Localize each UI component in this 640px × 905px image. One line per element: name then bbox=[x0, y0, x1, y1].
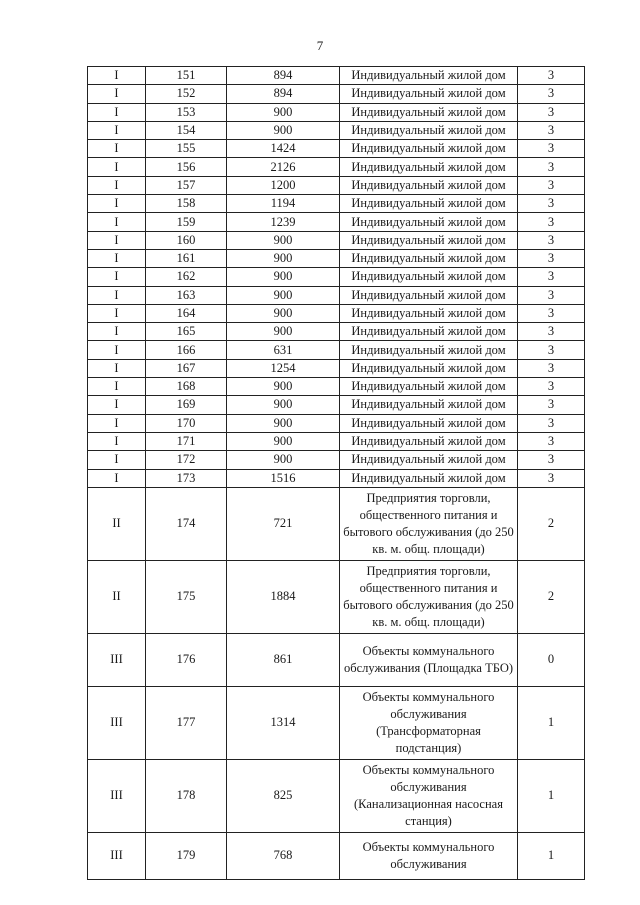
cell-use-type: Индивидуальный жилой дом bbox=[340, 67, 518, 85]
cell-quantity: 3 bbox=[518, 176, 585, 194]
table-row bbox=[88, 378, 585, 396]
cell-quantity: 3 bbox=[518, 158, 585, 176]
cell-quantity: 2 bbox=[518, 560, 585, 633]
cell-quantity: 3 bbox=[518, 469, 585, 487]
cell-zone: I bbox=[88, 304, 146, 322]
page-number: 7 bbox=[316, 38, 324, 53]
cell-area: 900 bbox=[227, 268, 340, 286]
table-row bbox=[88, 249, 585, 267]
cell-quantity: 3 bbox=[518, 359, 585, 377]
use-type-line: Объекты коммунального bbox=[362, 689, 495, 704]
table-row bbox=[88, 195, 585, 213]
cell-area: 631 bbox=[227, 341, 340, 359]
cell-plot-number: 165 bbox=[146, 323, 227, 341]
cell-zone: I bbox=[88, 396, 146, 414]
table-row bbox=[88, 158, 585, 176]
use-type-line: Объекты коммунального bbox=[362, 762, 495, 777]
cell-zone: I bbox=[88, 359, 146, 377]
cell-quantity: 3 bbox=[518, 378, 585, 396]
cell-quantity: 3 bbox=[518, 414, 585, 432]
cell-plot-number: 153 bbox=[146, 103, 227, 121]
cell-plot-number: 171 bbox=[146, 432, 227, 450]
cell-zone: II bbox=[88, 487, 146, 560]
cell-use-type: Индивидуальный жилой дом bbox=[340, 451, 518, 469]
table-row bbox=[88, 323, 585, 341]
cell-quantity: 1 bbox=[518, 832, 585, 879]
cell-use-type bbox=[340, 832, 518, 879]
table-row bbox=[88, 451, 585, 469]
cell-area: 721 bbox=[227, 487, 340, 560]
cell-use-type: Индивидуальный жилой дом bbox=[340, 176, 518, 194]
cell-area: 1424 bbox=[227, 140, 340, 158]
cell-plot-number: 170 bbox=[146, 414, 227, 432]
cell-plot-number: 157 bbox=[146, 176, 227, 194]
cell-zone: I bbox=[88, 378, 146, 396]
cell-use-type: Индивидуальный жилой дом bbox=[340, 103, 518, 121]
cell-use-type bbox=[340, 560, 518, 633]
table-row bbox=[88, 633, 585, 686]
cell-zone: I bbox=[88, 432, 146, 450]
cell-plot-number: 174 bbox=[146, 487, 227, 560]
cell-plot-number: 178 bbox=[146, 759, 227, 832]
cell-zone: I bbox=[88, 469, 146, 487]
cell-area: 900 bbox=[227, 414, 340, 432]
cell-use-type: Индивидуальный жилой дом bbox=[340, 213, 518, 231]
cell-area: 900 bbox=[227, 323, 340, 341]
cell-use-type: Индивидуальный жилой дом bbox=[340, 85, 518, 103]
cell-quantity: 3 bbox=[518, 268, 585, 286]
cell-area: 825 bbox=[227, 759, 340, 832]
use-type-line: общественного питания и bbox=[359, 580, 498, 595]
cell-area: 768 bbox=[227, 832, 340, 879]
cell-plot-number: 160 bbox=[146, 231, 227, 249]
cell-area: 1194 bbox=[227, 195, 340, 213]
cell-zone: III bbox=[88, 686, 146, 759]
table-row bbox=[88, 231, 585, 249]
cell-area: 900 bbox=[227, 121, 340, 139]
use-type-line: Объекты коммунального bbox=[362, 839, 495, 854]
cell-area: 894 bbox=[227, 85, 340, 103]
cell-area: 1254 bbox=[227, 359, 340, 377]
cell-area: 1884 bbox=[227, 560, 340, 633]
cell-quantity: 3 bbox=[518, 396, 585, 414]
table-row bbox=[88, 176, 585, 194]
cell-use-type: Индивидуальный жилой дом bbox=[340, 323, 518, 341]
table-row bbox=[88, 341, 585, 359]
cell-plot-number: 168 bbox=[146, 378, 227, 396]
cell-zone: I bbox=[88, 286, 146, 304]
table-row bbox=[88, 832, 585, 879]
table-row bbox=[88, 268, 585, 286]
use-type-line: общественного питания и bbox=[359, 507, 498, 522]
cell-area: 900 bbox=[227, 249, 340, 267]
cell-quantity: 3 bbox=[518, 195, 585, 213]
cell-quantity: 3 bbox=[518, 249, 585, 267]
cell-plot-number: 164 bbox=[146, 304, 227, 322]
cell-use-type: Индивидуальный жилой дом bbox=[340, 396, 518, 414]
table-row bbox=[88, 286, 585, 304]
cell-quantity: 3 bbox=[518, 323, 585, 341]
cell-zone: I bbox=[88, 176, 146, 194]
cell-plot-number: 156 bbox=[146, 158, 227, 176]
cell-quantity: 0 bbox=[518, 633, 585, 686]
cell-use-type: Индивидуальный жилой дом bbox=[340, 341, 518, 359]
cell-plot-number: 163 bbox=[146, 286, 227, 304]
table-body bbox=[88, 67, 585, 880]
cell-zone: I bbox=[88, 85, 146, 103]
cell-quantity: 3 bbox=[518, 231, 585, 249]
table-row bbox=[88, 85, 585, 103]
cell-plot-number: 161 bbox=[146, 249, 227, 267]
use-type-line: Предприятия торговли, bbox=[366, 563, 491, 578]
cell-plot-number: 162 bbox=[146, 268, 227, 286]
cell-use-type: Индивидуальный жилой дом bbox=[340, 286, 518, 304]
cell-plot-number: 154 bbox=[146, 121, 227, 139]
cell-plot-number: 173 bbox=[146, 469, 227, 487]
table-row bbox=[88, 304, 585, 322]
cell-area: 1200 bbox=[227, 176, 340, 194]
cell-quantity: 3 bbox=[518, 67, 585, 85]
cell-zone: III bbox=[88, 832, 146, 879]
cell-area: 900 bbox=[227, 451, 340, 469]
cell-use-type: Индивидуальный жилой дом bbox=[340, 195, 518, 213]
table-row bbox=[88, 759, 585, 832]
cell-area: 1516 bbox=[227, 469, 340, 487]
cell-use-type: Индивидуальный жилой дом bbox=[340, 121, 518, 139]
cell-plot-number: 177 bbox=[146, 686, 227, 759]
cell-use-type: Индивидуальный жилой дом bbox=[340, 249, 518, 267]
cell-area: 900 bbox=[227, 103, 340, 121]
cell-plot-number: 155 bbox=[146, 140, 227, 158]
cell-use-type: Индивидуальный жилой дом bbox=[340, 268, 518, 286]
cell-use-type bbox=[340, 633, 518, 686]
table-row bbox=[88, 686, 585, 759]
table-row bbox=[88, 432, 585, 450]
cell-area: 900 bbox=[227, 378, 340, 396]
cell-zone: I bbox=[88, 140, 146, 158]
cell-zone: I bbox=[88, 158, 146, 176]
cell-use-type: Индивидуальный жилой дом bbox=[340, 158, 518, 176]
use-type-line: Объекты коммунального bbox=[362, 643, 495, 658]
cell-plot-number: 176 bbox=[146, 633, 227, 686]
use-type-line: бытового обслуживания (до 250 bbox=[343, 524, 514, 539]
cell-plot-number: 152 bbox=[146, 85, 227, 103]
cell-quantity: 1 bbox=[518, 686, 585, 759]
cell-area: 900 bbox=[227, 432, 340, 450]
cell-zone: III bbox=[88, 759, 146, 832]
use-type-line: станция) bbox=[405, 813, 452, 828]
table-row bbox=[88, 396, 585, 414]
use-type-line: (Трансформаторная подстанция) bbox=[376, 723, 481, 755]
table-row bbox=[88, 140, 585, 158]
use-type-line: Предприятия торговли, bbox=[366, 490, 491, 505]
cell-quantity: 3 bbox=[518, 85, 585, 103]
use-type-line: кв. м. общ. площади) bbox=[372, 541, 485, 556]
use-type-line: обслуживания (Площадка ТБО) bbox=[343, 660, 514, 675]
cell-area: 900 bbox=[227, 304, 340, 322]
cell-zone: II bbox=[88, 560, 146, 633]
cell-zone: I bbox=[88, 323, 146, 341]
cell-plot-number: 175 bbox=[146, 560, 227, 633]
cell-plot-number: 169 bbox=[146, 396, 227, 414]
cell-zone: I bbox=[88, 414, 146, 432]
cell-plot-number: 166 bbox=[146, 341, 227, 359]
table-row bbox=[88, 469, 585, 487]
cell-use-type bbox=[340, 759, 518, 832]
cell-plot-number: 172 bbox=[146, 451, 227, 469]
cell-area: 894 bbox=[227, 67, 340, 85]
cell-use-type bbox=[340, 686, 518, 759]
cell-quantity: 3 bbox=[518, 304, 585, 322]
cell-quantity: 3 bbox=[518, 213, 585, 231]
cell-use-type: Индивидуальный жилой дом bbox=[340, 432, 518, 450]
cell-zone: I bbox=[88, 67, 146, 85]
cell-area: 900 bbox=[227, 286, 340, 304]
cell-area: 861 bbox=[227, 633, 340, 686]
cell-zone: I bbox=[88, 341, 146, 359]
cell-area: 1314 bbox=[227, 686, 340, 759]
table-row bbox=[88, 487, 585, 560]
cell-quantity: 3 bbox=[518, 121, 585, 139]
cell-use-type: Индивидуальный жилой дом bbox=[340, 140, 518, 158]
cell-area: 900 bbox=[227, 396, 340, 414]
cell-plot-number: 179 bbox=[146, 832, 227, 879]
cell-quantity: 3 bbox=[518, 432, 585, 450]
cell-zone: I bbox=[88, 121, 146, 139]
table-row bbox=[88, 560, 585, 633]
cell-zone: I bbox=[88, 451, 146, 469]
cell-use-type: Индивидуальный жилой дом bbox=[340, 304, 518, 322]
table-row bbox=[88, 103, 585, 121]
cell-use-type: Индивидуальный жилой дом bbox=[340, 414, 518, 432]
use-type-line: кв. м. общ. площади) bbox=[372, 614, 485, 629]
cell-use-type bbox=[340, 487, 518, 560]
cell-zone: I bbox=[88, 249, 146, 267]
land-plots-table bbox=[87, 66, 585, 880]
cell-zone: I bbox=[88, 103, 146, 121]
cell-plot-number: 159 bbox=[146, 213, 227, 231]
cell-quantity: 3 bbox=[518, 286, 585, 304]
cell-use-type: Индивидуальный жилой дом bbox=[340, 378, 518, 396]
table-row bbox=[88, 121, 585, 139]
cell-use-type: Индивидуальный жилой дом bbox=[340, 469, 518, 487]
use-type-line: обслуживания bbox=[390, 706, 467, 721]
use-type-line: обслуживания bbox=[390, 856, 467, 871]
cell-quantity: 3 bbox=[518, 103, 585, 121]
cell-use-type: Индивидуальный жилой дом bbox=[340, 231, 518, 249]
cell-quantity: 1 bbox=[518, 759, 585, 832]
cell-zone: I bbox=[88, 195, 146, 213]
cell-plot-number: 167 bbox=[146, 359, 227, 377]
cell-plot-number: 158 bbox=[146, 195, 227, 213]
cell-quantity: 2 bbox=[518, 487, 585, 560]
cell-area: 900 bbox=[227, 231, 340, 249]
cell-zone: I bbox=[88, 231, 146, 249]
table-row bbox=[88, 67, 585, 85]
use-type-line: обслуживания bbox=[390, 779, 467, 794]
table-row bbox=[88, 359, 585, 377]
cell-use-type: Индивидуальный жилой дом bbox=[340, 359, 518, 377]
use-type-line: бытового обслуживания (до 250 bbox=[343, 597, 514, 612]
cell-quantity: 3 bbox=[518, 140, 585, 158]
cell-quantity: 3 bbox=[518, 341, 585, 359]
cell-quantity: 3 bbox=[518, 451, 585, 469]
cell-zone: I bbox=[88, 213, 146, 231]
use-type-line: (Канализационная насосная bbox=[354, 796, 503, 811]
cell-zone: I bbox=[88, 268, 146, 286]
cell-area: 2126 bbox=[227, 158, 340, 176]
cell-area: 1239 bbox=[227, 213, 340, 231]
cell-plot-number: 151 bbox=[146, 67, 227, 85]
table-row bbox=[88, 414, 585, 432]
cell-zone: III bbox=[88, 633, 146, 686]
table-row bbox=[88, 213, 585, 231]
